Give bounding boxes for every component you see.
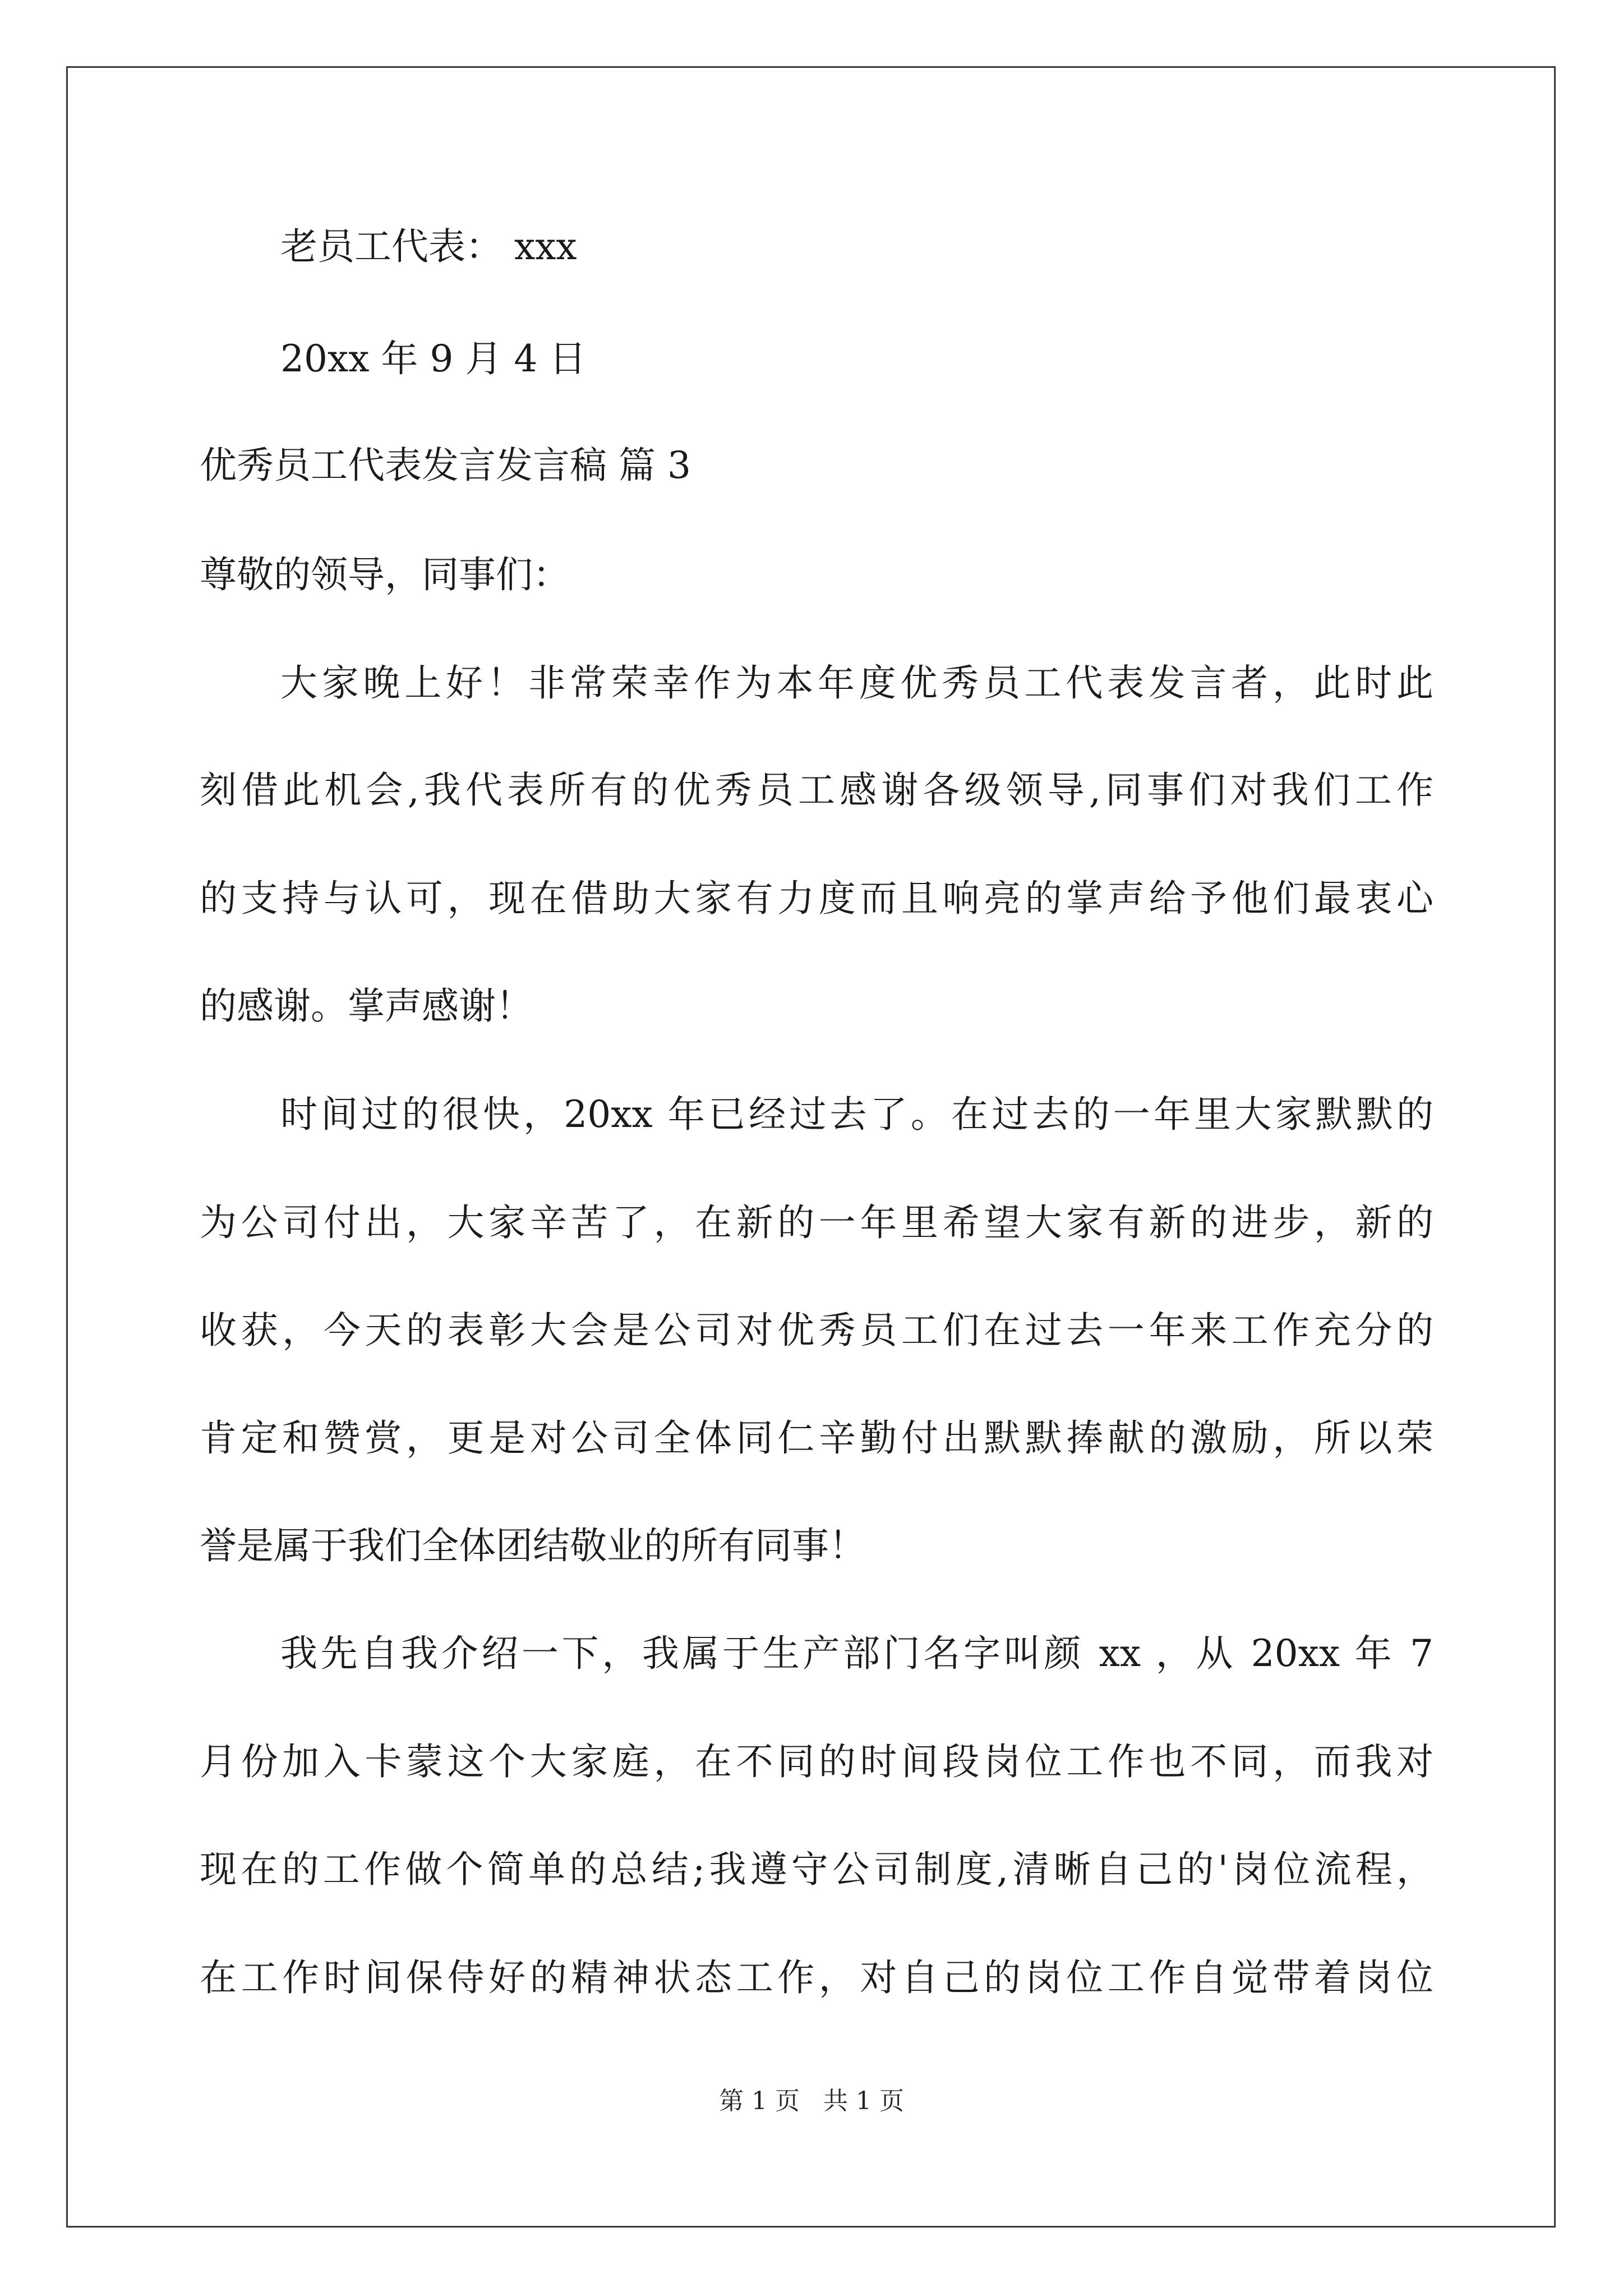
paragraph-3-line-4: 在工作时间保侍好的精神状态工作，对自己的岗位工作自觉带着岗位 — [200, 1956, 1433, 1999]
page-total: 共 1 页 — [823, 2087, 904, 2115]
paragraph-2-line-5: 誉是属于我们全体团结敬业的所有同事！ — [200, 1524, 866, 1567]
paragraph-2-line-4: 肯定和赞赏，更是对公司全体同仁辛勤付出默默捧献的激励，所以荣 — [200, 1416, 1433, 1460]
paragraph-1-line-4: 的感谢。掌声感谢！ — [200, 984, 533, 1028]
paragraph-2-line-2: 为公司付出，大家辛苦了，在新的一年里希望大家有新的进步，新的 — [200, 1201, 1433, 1244]
paragraph-3-line-3: 现在的工作做个简单的总结;我遵守公司制度,清晰自己的'岗位流程， — [200, 1848, 1433, 1891]
paragraph-1-line-1: 大家晚上好！非常荣幸作为本年度优秀员工代表发言者，此时此 — [280, 661, 1433, 705]
page-border — [66, 66, 1556, 2228]
signature-line: 老员工代表： xxx — [280, 225, 577, 268]
paragraph-3-line-1: 我先自我介绍一下，我属于生产部门名字叫颜 xx ，从 20xx 年 7 — [280, 1632, 1433, 1675]
salutation: 尊敬的领导，同事们： — [200, 553, 570, 596]
paragraph-1-line-2: 刻借此机会,我代表所有的优秀员工感谢各级领导,同事们对我们工作 — [200, 769, 1433, 812]
paragraph-3-line-2: 月份加入卡蒙这个大家庭，在不同的时间段岗位工作也不同，而我对 — [200, 1740, 1433, 1783]
page-footer — [0, 2086, 1623, 2117]
paragraph-2-line-3: 收获，今天的表彰大会是公司对优秀员工们在过去一年来工作充分的 — [200, 1309, 1433, 1352]
page-number: 第 1 页 — [719, 2087, 800, 2115]
paragraph-2-line-1: 时间过的很快，20xx 年已经过去了。在过去的一年里大家默默的 — [280, 1093, 1433, 1136]
paragraph-1-line-3: 的支持与认可，现在借助大家有力度而且响亮的掌声给予他们最衷心 — [200, 877, 1433, 920]
section-title: 优秀员工代表发言发言稿 篇 3 — [200, 444, 691, 487]
date-line: 20xx 年 9 月 4 日 — [280, 337, 587, 380]
